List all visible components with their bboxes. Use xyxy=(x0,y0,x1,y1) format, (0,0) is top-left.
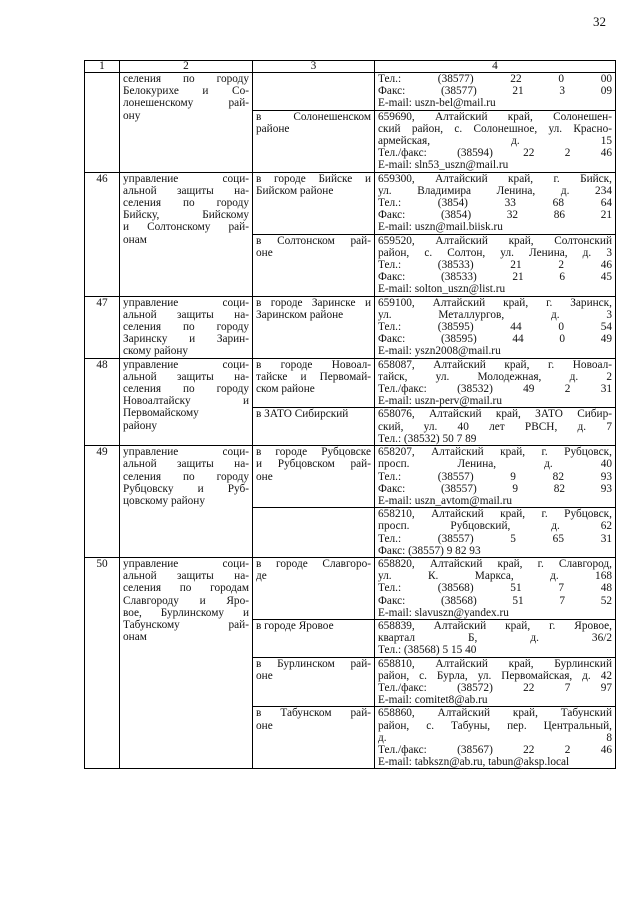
table-row xyxy=(85,358,616,408)
contact-line: тайск, ул. Молодежная, д. 2 xyxy=(378,370,612,383)
district-name xyxy=(253,557,375,619)
district-name xyxy=(253,619,375,657)
contact-line: ский, ул. 40 лет РВСН, д. 7 xyxy=(378,420,612,433)
contact-line: Тел.: (38557) 5 65 31 xyxy=(378,532,612,545)
district-line: Бийском районе xyxy=(256,184,334,197)
contact-line: Факс: (38595) 44 0 49 xyxy=(378,333,612,346)
contact-info xyxy=(375,446,616,508)
contact-info xyxy=(375,508,616,558)
contact-line: ул. К. Маркса, д. 168 xyxy=(378,570,612,583)
organization-name xyxy=(120,172,253,296)
contact-line: 659690, Алтайский край, Солонешен- xyxy=(378,110,612,123)
header-row xyxy=(85,61,616,73)
district-line: в Солтонском рай- xyxy=(256,234,371,247)
contact-line: просп. Ленина, д. 40 xyxy=(378,458,612,471)
organization-line: лонешенскому рай- xyxy=(123,97,249,110)
organization-line: и Солтонскому рай- xyxy=(123,221,249,234)
district-line: в Солонешенском xyxy=(256,110,371,123)
table-row xyxy=(85,557,616,619)
contact-line: E-mail: slavuszn@yandex.ru xyxy=(378,606,509,619)
column-header-4: 4 xyxy=(375,61,616,73)
district-name xyxy=(253,110,375,172)
organization-line: онам xyxy=(123,631,147,644)
contact-line: район, с. Табуны, пер. Центральный, xyxy=(378,719,612,732)
contact-line: 658210, Алтайский край, г. Рубцовск, xyxy=(378,508,612,521)
contact-line: Тел.: (38568) 51 7 48 xyxy=(378,582,612,595)
organization-line: управление соци- xyxy=(123,296,249,309)
contact-line: 659100, Алтайский край, г. Заринск, xyxy=(378,296,612,309)
contact-line: 658839, Алтайский край, г. Яровое, xyxy=(378,619,612,632)
organization-line: альной защиты на- xyxy=(123,458,249,471)
contact-info xyxy=(375,408,616,446)
contact-line: Тел./факс: (38572) 22 7 97 xyxy=(378,681,612,694)
contact-line: Факс: (3854) 32 86 21 xyxy=(378,209,612,222)
district-line: в Табунском рай- xyxy=(256,707,371,720)
contact-line: ский район, с. Солонешное, ул. Красно- xyxy=(378,122,612,135)
district-line: в городе Заринске и xyxy=(256,296,371,309)
organization-line: селения по городу xyxy=(123,73,249,85)
district-line: в городе Славгоро- xyxy=(256,557,371,570)
district-line: ском районе xyxy=(256,383,315,396)
contact-line: 658207, Алтайский край, г. Рубцовск, xyxy=(378,446,612,459)
district-name xyxy=(253,73,375,111)
contact-info xyxy=(375,707,616,769)
row-number: 49 xyxy=(85,446,120,558)
contact-line: ул. Владимира Ленина, д. 234 xyxy=(378,184,612,197)
organization-line: Белокурихе и Со- xyxy=(123,85,249,98)
organization-line: селения по городам xyxy=(123,582,249,595)
contact-line: район, с. Бурла, ул. Первомайская, д. 42 xyxy=(378,669,612,682)
row-number xyxy=(85,73,120,173)
organization-line: Заринску и Зарин- xyxy=(123,333,249,346)
organization-line: Бийску, Бийскому xyxy=(123,209,249,222)
district-line: районе xyxy=(256,122,290,135)
contact-info xyxy=(375,172,616,234)
district-line: тайске и Первомай- xyxy=(256,370,371,383)
contact-info xyxy=(375,657,616,707)
district-line: в городе Рубцовске xyxy=(256,446,371,459)
organization-name xyxy=(120,358,253,445)
organization-line: альной защиты на- xyxy=(123,570,249,583)
contact-line: район, с. Солтон, ул. Ленина, д. 3 xyxy=(378,246,612,259)
contact-line: E-mail: uszn_avtom@mail.ru xyxy=(378,494,513,507)
contact-line: квартал Б, д. 36/2 xyxy=(378,632,612,645)
column-header-3: 3 xyxy=(253,61,375,73)
row-number: 47 xyxy=(85,296,120,358)
contact-line: Тел./факс: (38567) 22 2 46 xyxy=(378,743,612,756)
district-name xyxy=(253,446,375,508)
organization-line: Новоалтайску и xyxy=(123,395,249,408)
contact-line: Тел.: (38568) 5 15 40 xyxy=(378,644,477,657)
organization-line: селения по городу xyxy=(123,197,249,210)
contact-line: д. 8 xyxy=(378,731,612,744)
organization-line: Первомайскому xyxy=(123,407,199,420)
district-name xyxy=(253,172,375,234)
column-header-1: 1 xyxy=(85,61,120,73)
organization-line: управление соци- xyxy=(123,557,249,570)
organization-line: вое, Бурлинскому и xyxy=(123,606,249,619)
contact-line: Факс: (38568) 51 7 52 xyxy=(378,594,612,607)
contact-line: ул. Металлургов, д. 3 xyxy=(378,308,612,321)
district-line: оне xyxy=(256,719,273,732)
district-name xyxy=(253,508,375,558)
district-name xyxy=(253,707,375,769)
contact-line: Тел.: (3854) 33 68 64 xyxy=(378,197,612,210)
contact-line: Тел./факс: (38594) 22 2 46 xyxy=(378,147,612,160)
contact-line: E-mail: uszn-perv@mail.ru xyxy=(378,395,502,408)
contact-line: 659520, Алтайский край, Солтонский xyxy=(378,234,612,247)
organization-line: управление соци- xyxy=(123,172,249,185)
contact-line: армейская, д. 15 xyxy=(378,135,612,148)
contact-line: Тел.: (38557) 9 82 93 xyxy=(378,470,612,483)
contact-info xyxy=(375,296,616,358)
organization-line: альной защиты на- xyxy=(123,370,249,383)
contact-line: E-mail: solton_uszn@list.ru xyxy=(378,283,506,296)
column-header-2: 2 xyxy=(120,61,253,73)
row-number: 50 xyxy=(85,557,120,768)
organization-line: району xyxy=(123,419,158,432)
district-line: де xyxy=(256,570,267,583)
contact-line: E-mail: comitet8@ab.ru xyxy=(378,694,488,707)
district-line: в ЗАТО Сибирский xyxy=(256,408,349,421)
table-row xyxy=(85,446,616,508)
contact-line: просп. Рубцовский, д. 62 xyxy=(378,520,612,533)
table-row xyxy=(85,296,616,358)
contact-line: 658810, Алтайский край, Бурлинский xyxy=(378,657,612,670)
contact-line: Факс: (38557) 9 82 93 xyxy=(378,482,612,495)
contact-line: E-mail: tabkszn@ab.ru, tabun@aksp.local xyxy=(378,756,570,769)
table-row xyxy=(85,172,616,234)
organization-line: скому району xyxy=(123,345,189,358)
organization-line: Славгороду и Яро- xyxy=(123,594,249,607)
organization-line: цовскому району xyxy=(123,494,205,507)
contact-line: E-mail: yszn2008@mail.ru xyxy=(378,345,501,358)
contact-line: E-mail: sln53_uszn@mail.ru xyxy=(378,159,509,172)
contact-info xyxy=(375,557,616,619)
row-number: 48 xyxy=(85,358,120,445)
contact-line: Тел./факс: (38532) 49 2 31 xyxy=(378,383,612,396)
organization-line: селения по городу xyxy=(123,470,249,483)
contact-info xyxy=(375,619,616,657)
organization-line: ону xyxy=(123,109,141,122)
organization-line: альной защиты на- xyxy=(123,308,249,321)
organization-name xyxy=(120,557,253,768)
organization-line: управление соци- xyxy=(123,446,249,459)
contact-line: Факс: (38533) 21 6 45 xyxy=(378,271,612,284)
contact-line: Факс: (38557) 9 82 93 xyxy=(378,544,481,557)
district-name xyxy=(253,657,375,707)
district-line: Заринском районе xyxy=(256,308,344,321)
organization-name xyxy=(120,446,253,558)
table-row xyxy=(85,73,616,111)
organization-name xyxy=(120,73,253,173)
district-line: оне xyxy=(256,669,273,682)
district-line: и Рубцовском рай- xyxy=(256,458,371,471)
table-body xyxy=(85,73,616,769)
contact-line: E-mail: uszn-bel@mail.ru xyxy=(378,97,496,110)
contact-line: E-mail: uszn@mail.biisk.ru xyxy=(378,221,503,234)
district-line: оне xyxy=(256,470,273,483)
organization-line: управление соци- xyxy=(123,358,249,371)
contact-line: 658087, Алтайский край, г. Новоал- xyxy=(378,358,612,371)
district-line: в городе Бийске и xyxy=(256,172,371,185)
district-line: в городе Яровое xyxy=(256,619,334,632)
organization-line: альной защиты на- xyxy=(123,184,249,197)
contact-line: Тел.: (38532) 50 7 89 xyxy=(378,432,477,445)
contact-info xyxy=(375,110,616,172)
contact-line: 658820, Алтайский край, г. Славгород, xyxy=(378,557,612,570)
contacts-table xyxy=(84,60,616,769)
district-name xyxy=(253,358,375,408)
district-line: в Бурлинском рай- xyxy=(256,657,371,670)
contact-line: 659300, Алтайский край, г. Бийск, xyxy=(378,172,612,185)
organization-line: Рубцовску и Руб- xyxy=(123,482,249,495)
organization-name xyxy=(120,296,253,358)
organization-line: селения по городу xyxy=(123,383,249,396)
organization-line: Табунскому рай- xyxy=(123,618,249,631)
district-line: оне xyxy=(256,246,273,259)
row-number: 46 xyxy=(85,172,120,296)
contact-info xyxy=(375,73,616,111)
contact-line: Тел.: (38595) 44 0 54 xyxy=(378,321,612,334)
district-name xyxy=(253,296,375,358)
contact-info xyxy=(375,358,616,408)
contact-line: Тел.: (38577) 22 0 00 xyxy=(378,73,612,85)
district-name xyxy=(253,234,375,296)
page-number: 32 xyxy=(593,14,606,29)
contact-line: 658076, Алтайский край, ЗАТО Сибир- xyxy=(378,408,612,421)
organization-line: онам xyxy=(123,233,147,246)
contact-line: 658860, Алтайский край, Табунский xyxy=(378,707,612,720)
contact-line: Тел.: (38533) 21 2 46 xyxy=(378,259,612,272)
contact-info xyxy=(375,234,616,296)
district-line: в городе Новоал- xyxy=(256,358,371,371)
contact-line: Факс: (38577) 21 3 09 xyxy=(378,85,612,98)
district-name xyxy=(253,408,375,446)
organization-line: селения по городу xyxy=(123,321,249,334)
